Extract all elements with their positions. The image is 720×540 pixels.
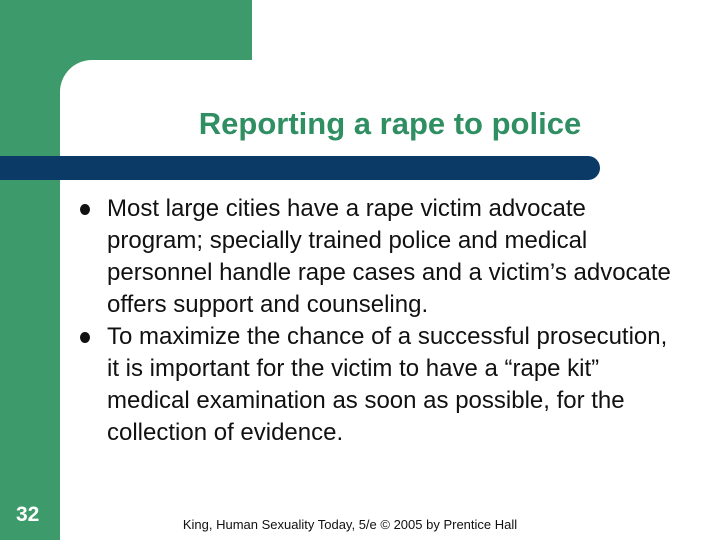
bullet-list [80, 193, 680, 449]
bullet-item [80, 321, 680, 449]
title-underline-bar [0, 156, 600, 180]
bullet-text: To maximize the chance of a successful prosecution, it is important for the victim to have a “rape kit” medical examination as soon as possible, for the collection of evidence. [107, 323, 668, 446]
panel-top-right [252, 0, 720, 60]
bullet-dot-icon [80, 332, 90, 343]
bullet-dot-icon [80, 204, 90, 215]
slide-title: Reporting a rape to police [198, 106, 582, 141]
bullet-item [80, 193, 680, 321]
slide-number: 32 [16, 503, 40, 526]
footer-credit: King, Human Sexuality Today, 5/e © 2005 by Prentice Hall [182, 517, 518, 532]
bullet-text: Most large cities have a rape victim advocate program; specially trained police and medical personnel handle rape cases and a victim’s advocate offers support and counseling. [107, 195, 671, 318]
